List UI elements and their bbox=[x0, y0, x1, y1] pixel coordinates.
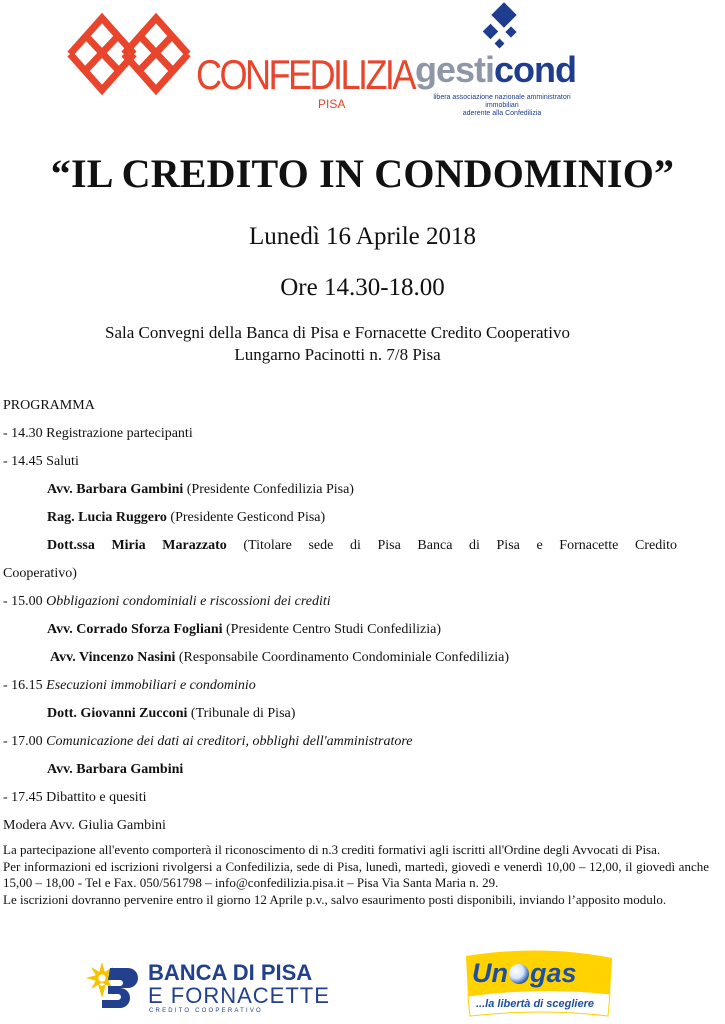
confedilizia-emblem-icon bbox=[66, 10, 196, 100]
gesticond-tagline bbox=[417, 94, 587, 118]
speaker-row bbox=[47, 480, 354, 500]
program-item-obbligazioni bbox=[3, 592, 331, 612]
banca-di-pisa-logo bbox=[82, 956, 352, 1016]
confedilizia-sub: PISA bbox=[318, 97, 346, 111]
banca-line-3: CREDITO COOPERATIVO bbox=[149, 1008, 263, 1014]
speaker-name: Dott. Giovanni Zucconi bbox=[47, 706, 188, 721]
program-time: - 17.00 bbox=[3, 734, 47, 749]
gesticond-tagline-1: libera associazione nazionale amministratori immobiliari bbox=[433, 94, 571, 109]
speaker-role: (Presidente Centro Studi Confedilizia) bbox=[222, 622, 442, 637]
gesticond-tagline-2: aderente alla Confedilizia bbox=[462, 110, 542, 117]
speaker-row bbox=[47, 508, 325, 528]
event-hours: Ore 14.30-18.00 bbox=[280, 274, 445, 301]
speaker-role: (Responsabile Coordinamento Condominiale Confedilizia) bbox=[175, 650, 509, 665]
program-topic: Comunicazione dei dati ai creditori, obblighi dell'amministratore bbox=[46, 734, 413, 749]
confedilizia-logo bbox=[66, 10, 414, 114]
unogas-word-a: Un bbox=[472, 958, 508, 988]
unogas-tagline: ...la libertà di scegliere bbox=[476, 998, 594, 1010]
speaker-name: Avv. Barbara Gambini bbox=[47, 762, 184, 777]
banca-line-1: BANCA DI PISA bbox=[148, 960, 313, 985]
event-date: Lunedì 16 Aprile 2018 bbox=[248, 223, 477, 250]
speaker-row bbox=[47, 704, 295, 724]
event-title: “IL CREDITO IN CONDOMINIO” bbox=[50, 151, 675, 196]
speaker-row bbox=[50, 648, 509, 668]
speaker-name: Rag. Lucia Ruggero bbox=[47, 510, 167, 525]
program-item-comunicazione bbox=[3, 732, 413, 752]
info-registration: Le iscrizioni dovranno pervenire entro il giorno 12 Aprile p.v., salvo esaurimento posti disponibili, inviando l’apposito modulo. bbox=[3, 891, 667, 907]
program-topic: Esecuzioni immobiliari e condominio bbox=[46, 678, 256, 693]
confedilizia-wordmark: CONFEDILIZIA bbox=[196, 51, 414, 98]
speaker-role: (Presidente Confedilizia Pisa) bbox=[183, 482, 354, 497]
venue-line-2: Lungarno Pacinotti n. 7/8 Pisa bbox=[234, 345, 441, 364]
program-topic: Obbligazioni condominiali e riscossioni dei crediti bbox=[46, 594, 331, 609]
info-section bbox=[3, 842, 709, 908]
moderator-line: Modera Avv. Giulia Gambini bbox=[3, 818, 166, 833]
program-item-esecuzioni bbox=[3, 676, 256, 696]
speaker-row bbox=[47, 620, 441, 640]
speaker-name: Avv. Vincenzo Nasini bbox=[50, 650, 176, 665]
gesticond-word-a: gesti bbox=[415, 49, 495, 90]
speaker-row bbox=[47, 536, 677, 556]
gesticond-wordmark bbox=[415, 49, 577, 90]
program-time: - 16.15 bbox=[3, 678, 47, 693]
gesticond-word-b: cond bbox=[494, 49, 577, 90]
unogas-logo bbox=[462, 946, 622, 1020]
banca-line-2: E FORNACETTE bbox=[148, 983, 330, 1008]
program-item-registrazione: - 14.30 Registrazione partecipanti bbox=[3, 426, 193, 441]
program-heading: PROGRAMMA bbox=[3, 398, 95, 413]
banca-emblem-icon bbox=[82, 958, 144, 1014]
speaker-role-continuation: Cooperativo) bbox=[3, 566, 77, 581]
unogas-word-b: gas bbox=[530, 958, 577, 988]
gesticond-diamonds-icon bbox=[465, 2, 535, 56]
event-venue bbox=[0, 322, 675, 366]
info-credits: La partecipazione all'evento comporterà il riconoscimento di n.3 crediti formativi agli iscritti all'Ordine degli Avvocati di Pisa. bbox=[3, 842, 661, 857]
speaker-name: Dott.ssa Miria Marazzato bbox=[47, 538, 227, 553]
speaker-name: Avv. Barbara Gambini bbox=[47, 482, 184, 497]
unogas-o-icon bbox=[509, 964, 529, 984]
speaker-name: Avv. Corrado Sforza Fogliani bbox=[47, 622, 223, 637]
speaker-role: (Tribunale di Pisa) bbox=[187, 706, 296, 721]
speaker-row bbox=[47, 760, 183, 780]
gesticond-logo bbox=[415, 2, 595, 120]
program-item-saluti: - 14.45 Saluti bbox=[3, 454, 79, 469]
program-item-dibattito: - 17.45 Dibattito e quesiti bbox=[3, 790, 147, 805]
info-contacts: Per informazioni ed iscrizioni rivolgersi a Confedilizia, sede di Pisa, lunedì, martedì, giovedì e venerdì 10,00 – 12,00, il giovedì anche 15,00 – 18,00 - Tel e Fax. 050/561798 – info@confedilizia.pisa.it – Pisa Via Santa Maria n. 29. bbox=[3, 858, 709, 890]
speaker-role: (Titolare sede di Pisa Banca di Pisa e Fornacette Credito bbox=[226, 538, 677, 553]
program-time: - 15.00 bbox=[3, 594, 47, 609]
unogas-wordmark bbox=[472, 960, 577, 987]
speaker-role: (Presidente Gesticond Pisa) bbox=[166, 510, 326, 525]
venue-line-1: Sala Convegni della Banca di Pisa e Fornacette Credito Cooperativo bbox=[104, 323, 571, 342]
